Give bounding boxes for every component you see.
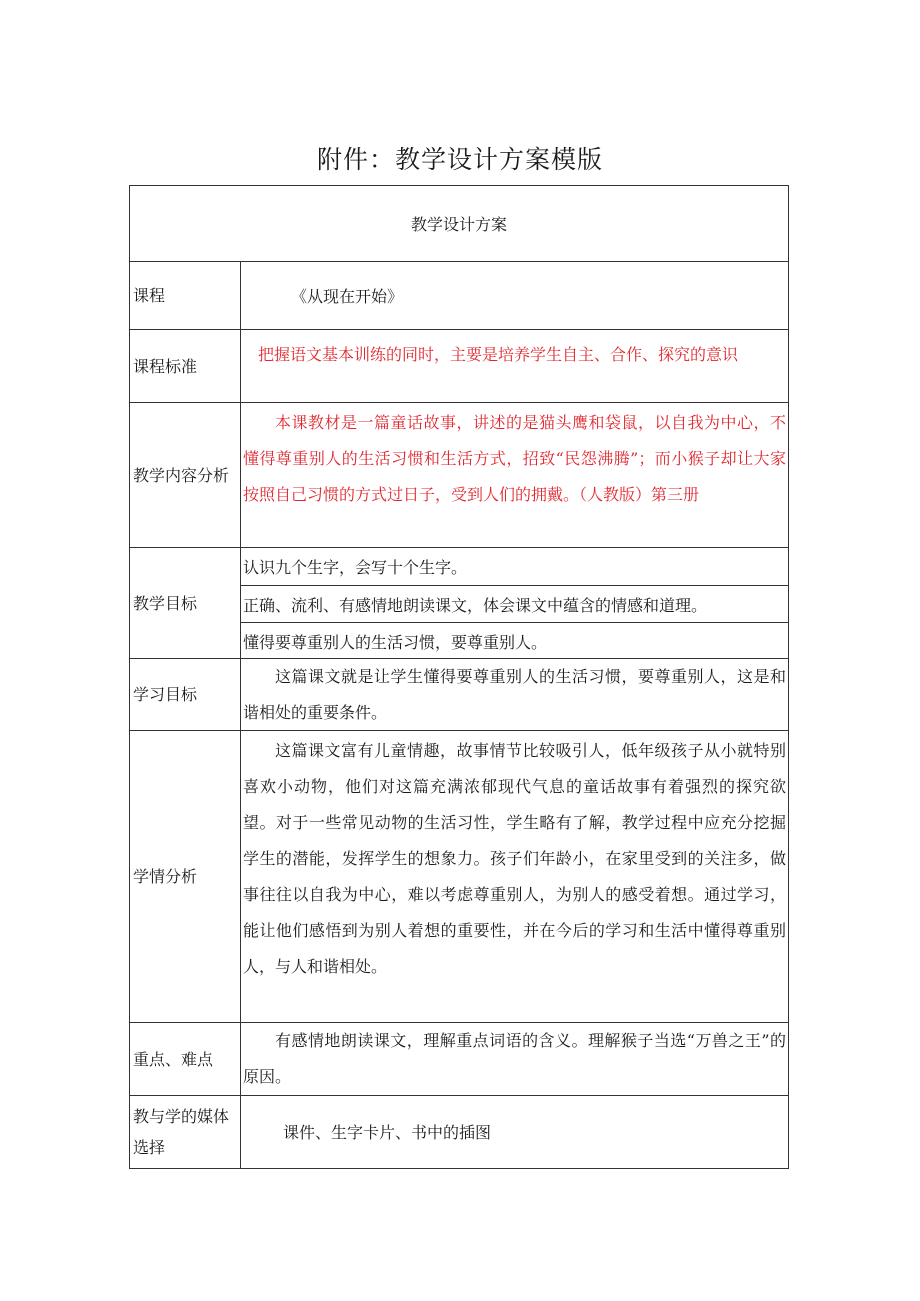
- table-header: 教学设计方案: [410, 215, 507, 234]
- media-label: 教与学的媒体选择: [130, 1096, 241, 1168]
- row-content-analysis: [130, 402, 788, 547]
- lesson-plan-table: [129, 185, 789, 1169]
- objectives-label: 教学目标: [130, 548, 241, 658]
- learner-analysis-label: 学情分析: [130, 731, 241, 1022]
- objective-item: 正确、流利、有感情地朗读课文，体会课文中蕴含的情感和道理。: [241, 585, 788, 622]
- objectives-cell: [241, 548, 788, 658]
- learning-goal-cell: [241, 659, 788, 730]
- course-label: 课程: [130, 262, 241, 329]
- standard-cell: [241, 330, 788, 402]
- row-objectives: [130, 547, 788, 658]
- content-analysis-value: 本课教材是一篇童话故事，讲述的是猫头鹰和袋鼠，以自我为中心，不懂得尊重别人的生活习惯和生活方式，招致“民怨沸腾”；而小猴子却让大家按照自己习惯的方式过日子，受到人们的拥戴。（人教版）第三册: [243, 413, 786, 504]
- row-learner-analysis: [130, 730, 788, 1022]
- key-points-cell: [241, 1023, 788, 1095]
- row-learning-goal: [130, 658, 788, 730]
- key-points-value: 有感情地朗读课文，理解重点词语的含义。理解猴子当选“万兽之王”的原因。: [243, 1031, 786, 1086]
- course-cell: [241, 262, 788, 329]
- row-media: [130, 1095, 788, 1168]
- row-key-points: [130, 1022, 788, 1095]
- media-cell: [241, 1096, 788, 1168]
- table-header-row: [130, 186, 788, 261]
- standard-label: 课程标准: [130, 330, 241, 402]
- media-value: 课件、生字卡片、书中的插图: [283, 1123, 492, 1142]
- course-value: 《从现在开始》: [291, 287, 404, 306]
- learning-goal-label: 学习目标: [130, 659, 241, 730]
- objective-item: 认识九个生字，会写十个生字。: [243, 558, 468, 577]
- document-title: 附件：教学设计方案模版: [316, 145, 603, 174]
- learning-goal-value: 这篇课文就是让学生懂得要尊重别人的生活习惯，要尊重别人，这是和谐相处的重要条件。: [243, 667, 786, 722]
- objective-item: 懂得要尊重别人的生活习惯，要尊重别人。: [241, 622, 788, 659]
- content-analysis-cell: [241, 403, 788, 547]
- row-course: [130, 261, 788, 329]
- learner-analysis-value: 这篇课文富有儿童情趣，故事情节比较吸引人，低年级孩子从小就特别喜欢小动物，他们对这篇充满浓郁现代气息的童话故事有着强烈的探究欲望。对于一些常见动物的生活习性，学生略有了解，教学过程中应充分挖掘学生的潜能，发挥学生的想象力。孩子们年龄小，在家里受到的关注多，做事往往以自我为中心，难以考虑尊重别人，为别人的感受着想。通过学习，能让他们感悟到为别人着想的重要性，并在今后的学习和生活中懂得尊重别人，与人和谐相处。: [243, 741, 786, 976]
- standard-value: 把握语文基本训练的同时，主要是培养学生自主、合作、探究的意识: [258, 345, 739, 364]
- key-points-label: 重点、难点: [130, 1023, 241, 1095]
- content-analysis-label: 教学内容分析: [130, 403, 241, 547]
- learner-analysis-cell: [241, 731, 788, 1022]
- row-standard: [130, 329, 788, 402]
